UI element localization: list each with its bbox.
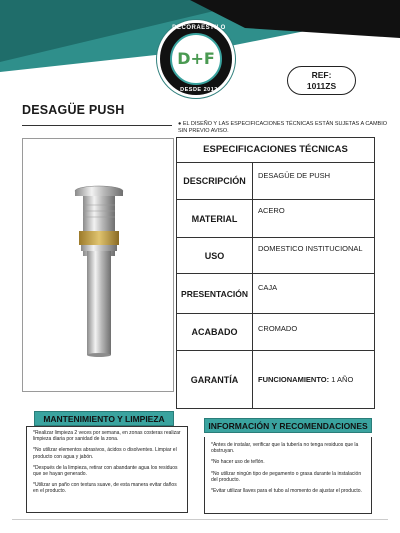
- brand-logo: [157, 20, 235, 98]
- logo-bottom-text: DESDE 2012: [180, 87, 218, 93]
- maintenance-box: [26, 426, 188, 513]
- info-item: *Antes de instalar, verificar que la tubería no tenga residuos que la obstruyan.: [211, 442, 359, 455]
- spec-key: GARANTÍA: [177, 351, 253, 408]
- disclaimer-text: EL DISEÑO Y LAS ESPECIFICACIONES TÉCNICAS ESTÁN SUJETAS A CAMBIO SIN PREVIO AVISO.: [178, 121, 388, 134]
- spec-row-garantia: [177, 351, 374, 408]
- info-item: *Evitar utilizar llaves para el tubo al momento de ajustar el producto.: [211, 488, 362, 495]
- spec-key: PRESENTACIÓN: [177, 274, 253, 313]
- spec-key: DESCRIPCIÓN: [177, 163, 253, 199]
- spec-value: CROMADO: [258, 324, 298, 333]
- maintenance-item: *No utilizar elementos abrasivos, ácidos o disolventes. Limpiar el producto con agua y jabón.: [33, 447, 177, 460]
- warranty-label: FUNCIONAMIENTO:: [258, 375, 330, 384]
- spec-key: ACABADO: [177, 314, 253, 350]
- info-heading: INFORMACIÓN Y RECOMENDACIONES: [204, 418, 372, 433]
- disclaimer-note: ● EL DISEÑO Y LAS ESPECIFICACIONES TÉCNICAS ESTÁN SUJETAS A CAMBIO SIN PREVIO AVISO.: [178, 121, 388, 134]
- spec-key: MATERIAL: [177, 200, 253, 237]
- spec-row-descripcion: [177, 163, 374, 200]
- ref-code: 1011ZS: [306, 81, 337, 91]
- spec-row-material: [177, 200, 374, 238]
- reference-badge: [287, 66, 356, 95]
- info-item: *No hacer uso de teflón.: [211, 459, 265, 466]
- warranty-value: 1 AÑO: [329, 375, 354, 384]
- product-title: DESAGÜE PUSH: [22, 103, 125, 117]
- spec-value: ACERO: [258, 206, 285, 215]
- title-underline: [22, 125, 172, 126]
- footer-divider: [12, 519, 388, 520]
- spec-value: [253, 351, 374, 408]
- info-box: [204, 437, 372, 514]
- maintenance-item: *Después de la limpieza, retirar con abandante agua los residuos que se hayan generado.: [33, 464, 178, 478]
- logo-emblem: [170, 33, 222, 85]
- maintenance-item: *Realizar limpieza 2 veces por semana, en zonas costeras realizar limpieza diaria por sanidad de la zona.: [33, 430, 181, 443]
- spec-row-acabado: [177, 314, 374, 351]
- spec-heading: ESPECIFICACIONES TÉCNICAS: [177, 138, 374, 163]
- ref-label: REF:: [311, 70, 332, 80]
- spec-value: DESAGÜE DE PUSH: [258, 171, 331, 180]
- maintenance-heading: MANTENIMIENTO Y LIMPIEZA: [34, 411, 174, 426]
- spec-row-presentacion: [177, 274, 374, 314]
- spec-row-uso: [177, 238, 374, 274]
- product-image-frame: [22, 138, 174, 392]
- spec-table: [176, 137, 375, 409]
- spec-key: USO: [177, 238, 253, 273]
- logo-mark: D+F: [177, 49, 215, 68]
- push-drain-image: [23, 139, 173, 391]
- spec-value: CAJA: [258, 283, 278, 292]
- spec-value: DOMESTICO INSTITUCIONAL: [258, 244, 363, 253]
- logo-top-text: DECORAESTILO: [172, 25, 226, 31]
- maintenance-item: *Utilizar un paño con textura suave, de esta manera evitar daños en el producto.: [33, 482, 177, 495]
- info-item: *No utilizar ningún tipo de pegamento o grasa durante la instalación del producto.: [211, 470, 362, 483]
